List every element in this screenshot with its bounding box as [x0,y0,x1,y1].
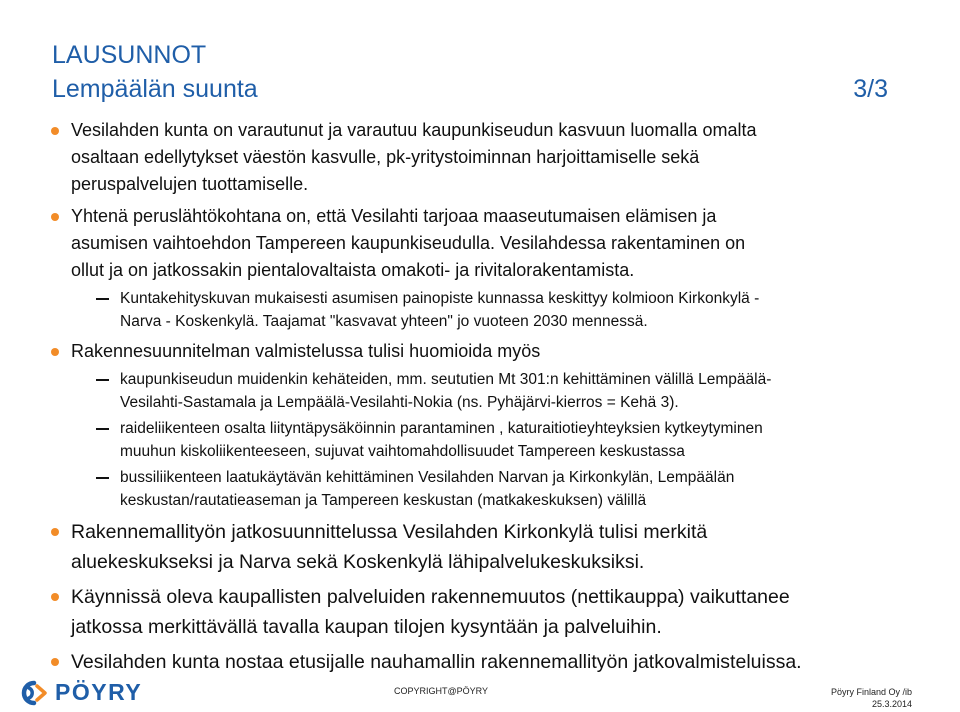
bullet-item [44,117,924,198]
bullet-item [44,338,924,365]
bullet-dot-icon [51,348,59,356]
dash-icon [96,298,109,300]
bullet-text-line: Käynnissä oleva kaupallisten palveluiden rakennemuutos (nettikauppa) vaikuttanee [71,586,790,608]
title-line-1: LAUSUNNOT [52,41,207,69]
dash-icon [96,379,109,381]
copyright-text: COPYRIGHT@PÖYRY [394,686,488,696]
company-info [831,686,912,710]
page-indicator: 3/3 [853,75,888,103]
bullet-dot-icon [51,593,59,601]
sub-bullet-text-line: muuhun kiskoliikenteeseen, sujuvat vaihtomahdollisuudet Tampereen keskustassa [120,443,685,460]
sub-bullet-text-line: Kuntakehityskuvan mukaisesti asumisen painopiste kunnassa keskittyy kolmioon Kirkonkylä - [120,290,760,307]
company-name: Pöyry Finland Oy /ib [830,687,912,697]
bullet-item [44,517,924,577]
sub-bullet-text-line: Vesilahti-Sastamala ja Lempäälä-Vesilahti-Nokia (ns. Pyhäjärvi-kierros = Kehä 3). [120,394,679,411]
bullet-text-line: aluekeskukseksi ja Narva sekä Koskenkylä lähipalvelukeskuksiksi. [71,551,645,573]
bullet-dot-icon [51,213,59,221]
sub-bullet-text-line: raideliikenteen osalta liityntäpysäköinnin parantaminen , katuraitiotieyhteyksien kytkeytyminen [120,420,763,437]
bullet-dot-icon [51,127,59,135]
bullet-text-line: ollut ja on jatkossakin pientalovaltaista omakoti- ja rivitalorakentamista. [71,260,635,280]
bullet-text-line: peruspalvelujen tuottamiselle. [71,174,309,194]
sub-bullet-text-line: keskustan/rautatieaseman ja Tampereen keskustan (matkakeskuksen) välillä [120,492,647,509]
bullet-text-line: osaltaan edellytykset väestön kasvulle, pk-yritystoiminnan harjoittamiselle sekä [71,147,700,167]
dash-icon [96,477,109,479]
logo-text: PÖYRY [55,679,143,705]
bullet-text-line: Yhtenä peruslähtökohtana on, että Vesilahti tarjoaa maaseutumaisen elämisen ja [71,206,717,226]
bullet-item [44,647,924,677]
bullet-text-line: Vesilahden kunta nostaa etusijalle nauhamallin rakennemallityön jatkovalmisteluissa. [71,651,802,673]
presentation-date: 25.3.2014 [871,699,912,709]
bullet-item [44,582,924,642]
slide-content [44,117,924,677]
sub-bullet-item [44,287,924,333]
bullet-text-line: asumisen vaihtoehdon Tampereen kaupunkiseudulla. Vesilahdessa rakentaminen on [71,233,746,253]
sub-bullet-item [44,466,924,512]
bullet-text-line: Rakennemallityön jatkosuunnittelussa Vesilahden Kirkonkylä tulisi merkitä [71,521,708,543]
poyry-logo-icon [18,680,48,706]
title-row-2 [52,72,888,106]
bullet-dot-icon [51,658,59,666]
bullet-item [44,203,924,284]
sub-bullet-text-line: kaupunkiseudun muidenkin kehäteiden, mm. seututien Mt 301:n kehittäminen välillä Lempäälä- [120,371,772,388]
bullet-dot-icon [51,528,59,536]
footer [0,675,960,712]
title-line-2: Lempäälän suunta [52,75,258,103]
sub-bullet-item [44,417,924,463]
dash-icon [96,428,109,430]
sub-bullet-item [44,368,924,414]
company-logo [18,679,142,706]
bullet-text-line: Vesilahden kunta on varautunut ja varautuu kaupunkiseudun kasvuun luomalla omalta [71,120,757,140]
bullet-text-line: Rakennesuunnitelman valmistelussa tulisi huomioida myös [71,341,541,361]
sub-bullet-text-line: bussiliikenteen laatukäytävän kehittäminen Vesilahden Narvan ja Kirkonkylän, Lempäälän [120,469,735,486]
slide-title [52,38,888,106]
bullet-text-line: jatkossa merkittävällä tavalla kaupan tilojen kysyntään ja palveluihin. [71,616,662,638]
sub-bullet-text-line: Narva - Koskenkylä. Taajamat "kasvavat yhteen" jo vuoteen 2030 mennessä. [120,313,648,330]
